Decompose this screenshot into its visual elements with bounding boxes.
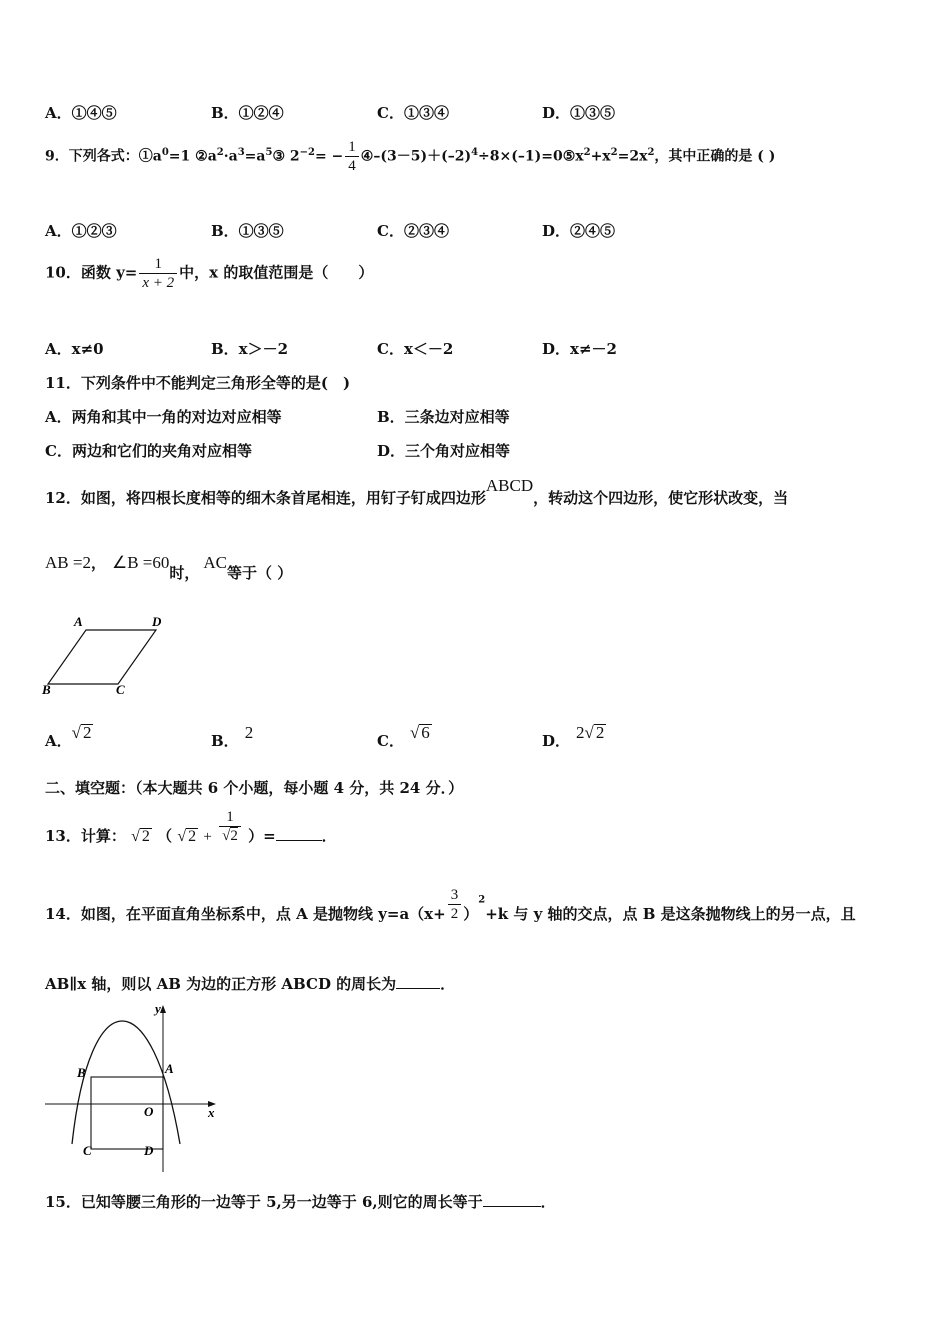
q10-fraction: $\frac{1}{x + 2}$ <box>139 255 177 292</box>
q8-option-a: A．①④⑤ <box>45 104 117 122</box>
q9-option-d: D．②④⑤ <box>542 222 616 240</box>
q14-label-y: y <box>155 1001 161 1016</box>
q15-answer-blank[interactable] <box>483 1206 541 1207</box>
q8-option-b: B．①②④ <box>211 104 284 122</box>
q11-option-c: C．两边和它们的夹角对应相等 <box>45 442 252 460</box>
q14-label-d: D <box>144 1143 154 1158</box>
q12-stem-line2: AB =2， ∠B =60时，AC等于（ ） <box>45 553 293 582</box>
q10-option-b: B．x＞－2 <box>211 340 289 358</box>
q13-fraction: $\frac{1}{√2}$ <box>219 808 241 845</box>
q12-label-c: C <box>116 682 125 697</box>
q14-label-o: O <box>144 1104 154 1119</box>
q8-option-d: D．①③⑤ <box>542 104 616 122</box>
q9-option-a: A．①②③ <box>45 222 117 240</box>
q12-option-d: D． 2√ 2 <box>542 723 605 750</box>
q13-answer-blank[interactable] <box>276 840 322 841</box>
q12-option-b: B． 2 <box>211 723 254 750</box>
q15-stem: 15．已知等腰三角形的一边等于 5,另一边等于 6,则它的周长等于 ． <box>45 1193 556 1211</box>
q12-stem-line1: 12．如图，将四根长度相等的细木条首尾相连，用钉子钉成四边形ABCD，转动这个四边形，使它形状改变，当 <box>45 476 789 507</box>
q14-y-axis-arrow <box>160 1005 166 1013</box>
q11-option-d: D．三个角对应相等 <box>377 442 511 460</box>
q14-fraction: $\frac{3}{2}$ <box>448 886 462 923</box>
q12-label-d: D <box>152 614 162 629</box>
q11-option-a: A．两角和其中一角的对边对应相等 <box>45 408 282 426</box>
q9-option-c: C．②③④ <box>377 222 449 240</box>
q14-label-x: x <box>208 1105 215 1120</box>
q14-parabola <box>72 1021 180 1144</box>
section-fill-in-title: 二、填空题：（本大题共 6 个小题，每小题 4 分，共 24 分．） <box>45 779 464 797</box>
q10-option-a: A．x≠0 <box>45 340 104 358</box>
q8-option-c: C．①③④ <box>377 104 449 122</box>
q13-stem: 13．计算： √ 2 （ √ 2 + $\frac{1}{√2}$ ）= ． <box>45 809 337 845</box>
q10-option-d: D．x≠－2 <box>542 340 617 358</box>
q14-label-b: B <box>77 1065 86 1080</box>
q11-option-b: B．三条边对应相等 <box>377 408 510 426</box>
q14-stem-line1: 14．如图，在平面直角坐标系中，点 A 是抛物线 y=a（x+ $\frac{3}{2}$ ）$^2$+k 与 y 轴的交点，点 B 是这条抛物线上的另一点，且 <box>45 887 856 923</box>
q12-label-b: B <box>42 682 51 697</box>
q9-stem: 9．下列各式：$①a^0=1$ $②a^2\cdot a^3=a^5③$ $2^{-2}=$ − $\frac{1}{4}$ $④-(3-5)+(-2)^4\div 8\times(-1)=0⑤x^2+x^2=2x^2$，其中正确的是 ( ) <box>45 139 776 174</box>
q14-label-c: C <box>83 1143 92 1158</box>
q12-option-a: A．√ 2 <box>45 723 92 750</box>
q11-stem: 11．下列条件中不能判定三角形全等的是( ) <box>45 374 351 392</box>
q14-answer-blank[interactable] <box>396 988 440 989</box>
q10-stem: 10．函数 y= $\frac{1}{x + 2}$ 中，x 的取值范围是（ ） <box>45 256 374 291</box>
q10-option-c: C．x＜－2 <box>377 340 454 358</box>
q9-option-b: B．①③⑤ <box>211 222 284 240</box>
q9-fraction: $\frac{1}{4}$ <box>345 138 359 175</box>
q12-parallelogram <box>48 630 156 684</box>
q12-option-c: C． √ 6 <box>377 723 430 750</box>
q12-label-a: A <box>74 614 83 629</box>
q14-parabola-figure <box>40 1000 225 1175</box>
q14-stem-line2: AB∥x 轴，则以 AB 为边的正方形 ABCD 的周长为 ． <box>45 975 456 993</box>
q12-parallelogram-figure <box>40 612 170 698</box>
q14-label-a: A <box>165 1061 174 1076</box>
